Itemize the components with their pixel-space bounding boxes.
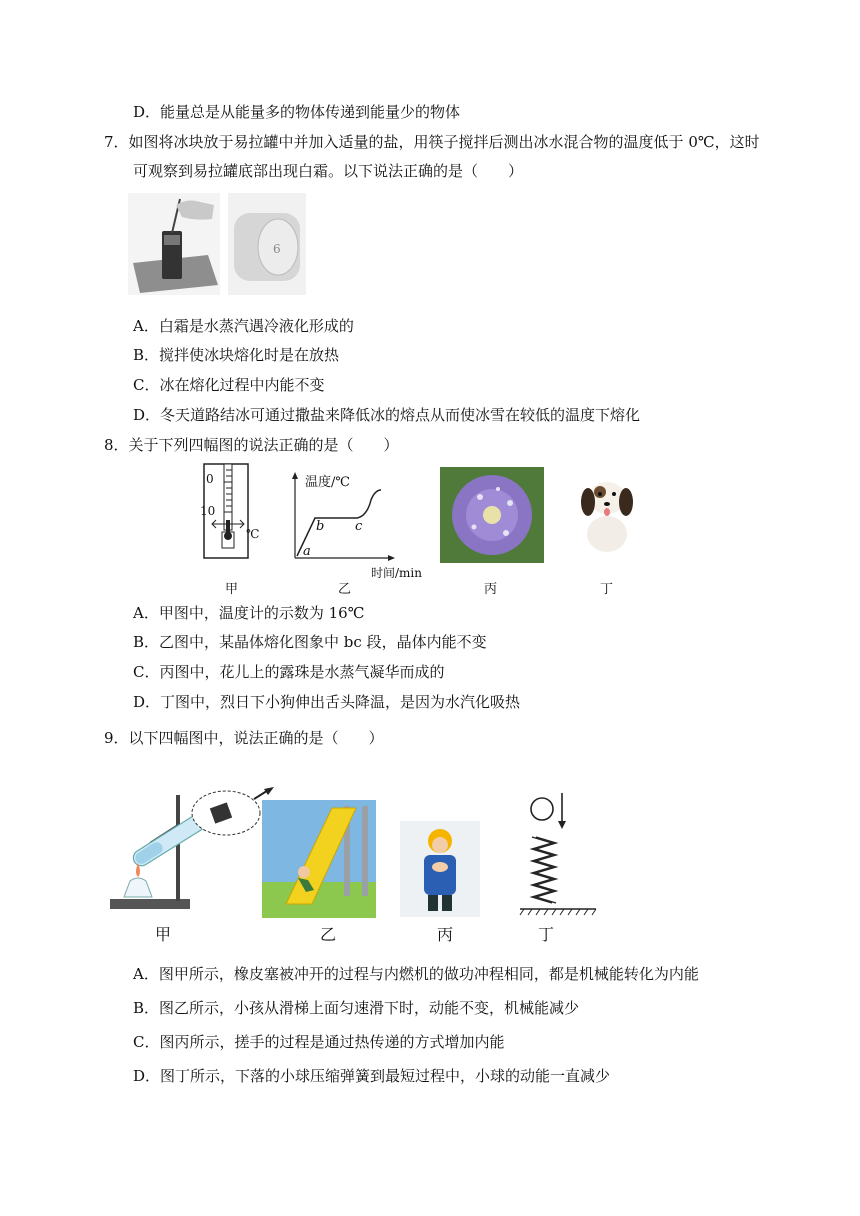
- q9-option-b: B．图乙所示，小孩从滑梯上面匀速滑下时，动能不变，机械能减少: [133, 999, 580, 1017]
- q8-caption-ding: 丁: [600, 582, 614, 597]
- q6-option-d: D．能量总是从能量多的物体传递到能量少的物体: [133, 103, 461, 121]
- q7-option-b: B．搅拌使冰块熔化时是在放热: [133, 346, 340, 364]
- graph-point-a: a: [303, 544, 311, 559]
- q7-option-a: A．白霜是水蒸汽遇冷液化形成的: [133, 317, 354, 335]
- q8-puppy-photo: [574, 470, 640, 556]
- q9-stem: 9．以下四幅图中，说法正确的是（ ）: [104, 729, 384, 747]
- q9-option-c: C．图丙所示，搓手的过程是通过热传递的方式增加内能: [133, 1033, 505, 1051]
- q9-child-rubbing-hands-figure: [400, 821, 480, 917]
- q9-caption-jia: 甲: [155, 925, 172, 944]
- graph-y-axis-label: 温度/℃: [305, 475, 350, 490]
- q9-caption-bing: 丙: [437, 925, 454, 944]
- thermometer-tick-0: 0: [206, 472, 214, 486]
- q8-caption-yi: 乙: [338, 582, 352, 597]
- q9-option-d: D．图丁所示，下落的小球压缩弹簧到最短过程中，小球的动能一直减少: [133, 1067, 611, 1085]
- q9-ball-spring-figure: [516, 789, 600, 919]
- graph-point-c: c: [355, 519, 363, 534]
- q8-flower-dew-photo: [440, 467, 544, 563]
- q7-option-d: D．冬天道路结冰可通过撒盐来降低冰的熔点从而使冰雪在较低的温度下熔化: [133, 406, 641, 424]
- q9-caption-ding: 丁: [538, 925, 555, 944]
- graph-point-b: b: [316, 519, 325, 534]
- q8-caption-jia: 甲: [225, 582, 239, 597]
- q8-option-d: D．丁图中，烈日下小狗伸出舌头降温，是因为水汽化吸热: [133, 693, 521, 711]
- graph-x-axis-label: 时间/min: [371, 566, 422, 580]
- q8-option-a: A．甲图中，温度计的示数为 16℃: [133, 604, 365, 622]
- q9-slide-figure: [262, 800, 376, 918]
- can-bottom-frost-photo: [228, 193, 306, 295]
- thermometer-unit: ℃: [246, 527, 260, 541]
- q7-stem-line1: 7．如图将冰块放于易拉罐中并加入适量的盐，用筷子搅拌后测出冰水混合物的温度低于 0℃，这时: [104, 133, 760, 151]
- q7-figure-can-photos: [128, 193, 306, 295]
- q9-test-tube-figure: [108, 785, 276, 917]
- q8-stem: 8．关于下列四幅图的说法正确的是（ ）: [104, 436, 399, 454]
- q8-option-b: B．乙图中，某晶体熔化图象中 bc 段，晶体内能不变: [133, 633, 487, 651]
- q9-option-a: A．图甲所示，橡皮塞被冲开的过程与内燃机的做功冲程相同，都是机械能转化为内能: [133, 965, 699, 983]
- can-stirring-photo: [128, 193, 220, 295]
- q8-option-c: C．丙图中，花儿上的露珠是水蒸气凝华而成的: [133, 663, 445, 681]
- q8-caption-bing: 丙: [484, 582, 498, 597]
- q7-option-c: C．冰在熔化过程中内能不变: [133, 376, 325, 394]
- svg-text:6: 6: [273, 242, 281, 256]
- thermometer-tick-10: 10: [200, 504, 216, 518]
- q7-stem-line2: 可观察到易拉罐底部出现白霜。以下说法正确的是（ ）: [133, 162, 524, 180]
- q9-caption-yi: 乙: [320, 925, 337, 944]
